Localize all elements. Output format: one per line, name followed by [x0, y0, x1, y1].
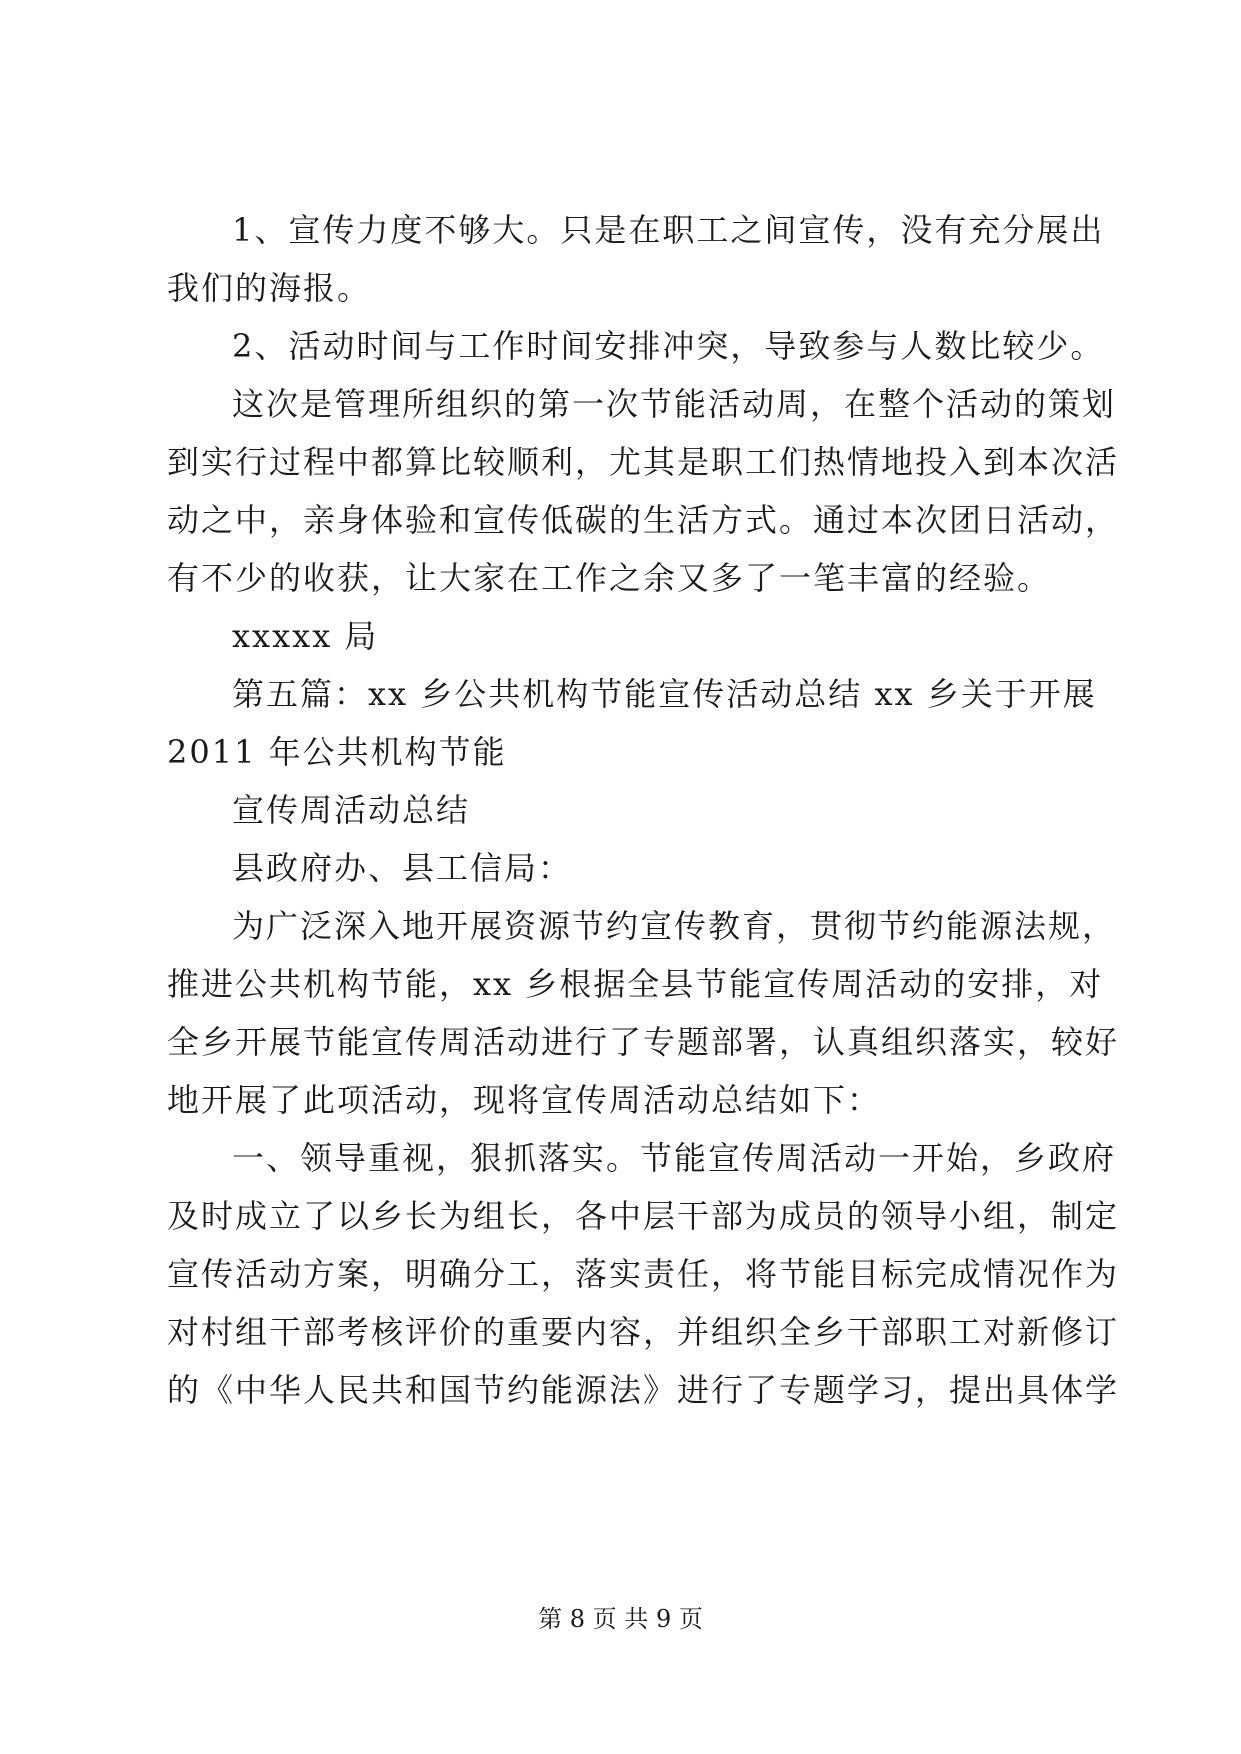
text-line: 动之中，亲身体验和宣传低碳的生活方式。通过本次团日活动， — [167, 501, 1120, 539]
text-line: 我们的海报。 — [167, 269, 372, 307]
text-line: 这次是管理所组织的第一次节能活动周，在整个活动的策划 — [232, 385, 1117, 423]
text-line: 的《中华人民共和国节约能源法》进行了专题学习，提出具体学 — [167, 1371, 1120, 1409]
text-line: 到实行过程中都算比较顺利，尤其是职工们热情地投入到本次活 — [167, 443, 1120, 481]
text-line: 有不少的收获，让大家在工作之余又多了一笔丰富的经验。 — [167, 559, 1052, 597]
addressee-line: 县政府办、县工信局： — [232, 849, 573, 887]
text-line: 一、领导重视，狠抓落实。节能宣传周活动一开始，乡政府 — [232, 1139, 1117, 1177]
page-number-footer: 第 8 页 共 9 页 — [538, 1605, 703, 1633]
text-line: 2、活动时间与工作时间安排冲突，导致参与人数比较少。 — [232, 327, 1105, 365]
text-line: 地开展了此项活动，现将宣传周活动总结如下： — [167, 1081, 882, 1119]
section-heading: 第五篇：xx 乡公共机构节能宣传活动总结 xx 乡关于开展 — [232, 675, 1097, 713]
text-line: 推进公共机构节能，xx 乡根据全县节能宣传周活动的安排，对 — [167, 965, 1104, 1003]
text-line: 全乡开展节能宣传周活动进行了专题部署，认真组织落实，较好 — [167, 1023, 1120, 1061]
text-line: 及时成立了以乡长为组长，各中层干部为成员的领导小组，制定 — [167, 1197, 1120, 1235]
section-subtitle: 宣传周活动总结 — [232, 791, 471, 829]
text-line: 宣传活动方案，明确分工，落实责任，将节能目标完成情况作为 — [167, 1255, 1120, 1293]
text-line: 对村组干部考核评价的重要内容，并组织全乡干部职工对新修订 — [167, 1313, 1120, 1351]
text-line: 为广泛深入地开展资源节约宣传教育，贯彻节约能源法规， — [232, 907, 1117, 945]
text-line: 1、宣传力度不够大。只是在职工之间宣传，没有充分展出 — [232, 211, 1105, 249]
signature-line: xxxxx 局 — [232, 617, 379, 655]
section-heading-continued: 2011 年公共机构节能 — [167, 733, 507, 771]
